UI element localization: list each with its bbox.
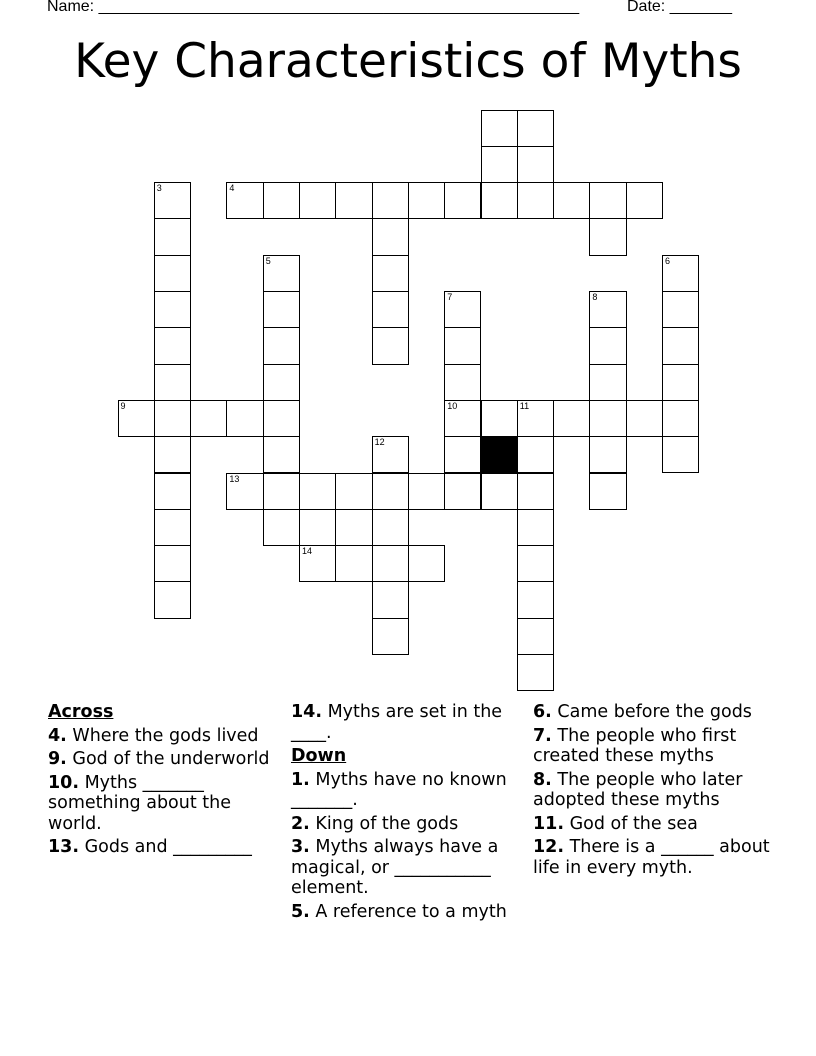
- crossword-cell[interactable]: [589, 473, 626, 510]
- crossword-cell[interactable]: [662, 255, 699, 292]
- crossword-cell[interactable]: [444, 473, 481, 510]
- crossword-cell[interactable]: [154, 545, 191, 582]
- crossword-cell[interactable]: [589, 182, 626, 219]
- crossword-cell[interactable]: [118, 400, 155, 437]
- crossword-cell[interactable]: [226, 473, 263, 510]
- crossword-cell[interactable]: [662, 400, 699, 437]
- crossword-cell[interactable]: [517, 581, 554, 618]
- crossword-cell[interactable]: [154, 218, 191, 255]
- crossword-cell[interactable]: [481, 110, 518, 147]
- down-clue-11: 11. God of the sea: [533, 813, 698, 834]
- crossword-cell[interactable]: [444, 327, 481, 364]
- crossword-cell[interactable]: [626, 400, 663, 437]
- crossword-cell[interactable]: [408, 473, 445, 510]
- crossword-cell[interactable]: [372, 473, 409, 510]
- crossword-cell[interactable]: [481, 182, 518, 219]
- down-clue-7: 7. The people who first created these myths: [533, 725, 737, 766]
- page-title: Key Characteristics of Myths: [74, 34, 742, 89]
- date-field-line[interactable]: Date: _______: [627, 0, 732, 15]
- crossword-cell[interactable]: [553, 182, 590, 219]
- clue-number-label: 5: [265, 255, 271, 266]
- crossword-cell[interactable]: [444, 364, 481, 401]
- crossword-cell[interactable]: [372, 291, 409, 328]
- crossword-cell[interactable]: [444, 291, 481, 328]
- clue-number-label: 4: [229, 183, 235, 194]
- clue-number-label: 9: [120, 400, 126, 411]
- crossword-cell[interactable]: [517, 400, 554, 437]
- crossword-cell[interactable]: [662, 364, 699, 401]
- crossword-cell[interactable]: [299, 182, 336, 219]
- crossword-cell[interactable]: [481, 473, 518, 510]
- crossword-cell[interactable]: [517, 545, 554, 582]
- clue-number-label: 7: [447, 292, 453, 302]
- crossword-cell[interactable]: [263, 327, 300, 364]
- clue-number-label: 6: [665, 255, 671, 266]
- clue-number-label: 11: [519, 400, 530, 411]
- crossword-cell[interactable]: [263, 400, 300, 437]
- clues-column-1: [48, 702, 283, 861]
- crossword-cell[interactable]: [263, 364, 300, 401]
- down-clue-1: 1. Myths have no known _______.: [291, 769, 507, 810]
- clue-number-label: 10: [447, 400, 458, 411]
- crossword-cell[interactable]: [335, 473, 372, 510]
- crossword-cell[interactable]: [372, 255, 409, 292]
- crossword-cell[interactable]: [589, 291, 626, 328]
- crossword-block-cell: [481, 436, 518, 473]
- down-clue-2: 2. King of the gods: [291, 813, 459, 834]
- crossword-cell[interactable]: [444, 400, 481, 437]
- crossword-cell[interactable]: [263, 182, 300, 219]
- crossword-cell[interactable]: [299, 473, 336, 510]
- crossword-cell[interactable]: [263, 473, 300, 510]
- crossword-cell[interactable]: [263, 255, 300, 292]
- name-field-line[interactable]: Name: ______________________________________________________: [47, 0, 580, 15]
- crossword-cell[interactable]: [154, 473, 191, 510]
- crossword-cell[interactable]: [372, 545, 409, 582]
- down-clue-3: 3. Myths always have a magical, or ___________ element.: [291, 837, 499, 898]
- crossword-cell[interactable]: [553, 400, 590, 437]
- crossword-cell[interactable]: [154, 182, 191, 219]
- clue-number-label: 3: [156, 183, 162, 194]
- crossword-cell[interactable]: [372, 618, 409, 655]
- crossword-cell[interactable]: [335, 545, 372, 582]
- crossword-cell[interactable]: [517, 618, 554, 655]
- crossword-cell[interactable]: [299, 509, 336, 546]
- crossword-cell[interactable]: [154, 509, 191, 546]
- crossword-cell[interactable]: [154, 327, 191, 364]
- crossword-cell[interactable]: [408, 182, 445, 219]
- down-clue-6: 6. Came before the gods: [533, 702, 752, 722]
- crossword-cell[interactable]: [299, 545, 336, 582]
- crossword-cell[interactable]: [372, 182, 409, 219]
- crossword-cell[interactable]: [154, 255, 191, 292]
- crossword-cell[interactable]: [517, 110, 554, 147]
- crossword-cell[interactable]: [589, 400, 626, 437]
- across-clue-4: 4. Where the gods lived: [48, 725, 259, 746]
- crossword-cell[interactable]: [226, 182, 263, 219]
- down-clue-12: 12. There is a ______ about life in every myth.: [533, 837, 770, 878]
- crossword-cell[interactable]: [154, 581, 191, 618]
- crossword-cell[interactable]: [263, 509, 300, 546]
- crossword-cell[interactable]: [444, 182, 481, 219]
- clue-number-label: 12: [374, 437, 385, 448]
- crossword-cell[interactable]: [372, 509, 409, 546]
- crossword-cell[interactable]: [589, 218, 626, 255]
- crossword-cell[interactable]: [154, 400, 191, 437]
- across-clue-9: 9. God of the underworld: [48, 749, 270, 769]
- crossword-cell[interactable]: [372, 581, 409, 618]
- crossword-cell[interactable]: [263, 291, 300, 328]
- crossword-cell[interactable]: [517, 436, 554, 473]
- crossword-cell[interactable]: [589, 327, 626, 364]
- crossword-cell[interactable]: [517, 146, 554, 183]
- crossword-cell[interactable]: [589, 364, 626, 401]
- across-clue-13: 13. Gods and _________: [48, 837, 252, 857]
- crossword-cell[interactable]: [190, 400, 227, 437]
- across-heading: Across: [48, 702, 114, 722]
- crossword-cell[interactable]: [444, 436, 481, 473]
- crossword-cell[interactable]: [372, 327, 409, 364]
- clue-number-label: 14: [302, 546, 313, 557]
- crossword-cell[interactable]: [626, 182, 663, 219]
- crossword-cell[interactable]: [481, 146, 518, 183]
- crossword-cell[interactable]: [517, 509, 554, 546]
- crossword-cell[interactable]: [263, 436, 300, 473]
- clue-number-label: 8: [592, 292, 598, 302]
- crossword-cell[interactable]: [372, 218, 409, 255]
- across-clue-14: 14. Myths are set in the ____.: [291, 702, 503, 743]
- crossword-cell[interactable]: [517, 473, 554, 510]
- crossword-cell[interactable]: [154, 291, 191, 328]
- crossword-cell[interactable]: [335, 182, 372, 219]
- crossword-cell[interactable]: [517, 654, 554, 691]
- clue-number-label: 13: [229, 473, 240, 484]
- crossword-cell[interactable]: [408, 545, 445, 582]
- crossword-cell[interactable]: [662, 327, 699, 364]
- across-clue-10: 10. Myths _______ something about the world.: [48, 772, 231, 834]
- crossword-cell[interactable]: [589, 436, 626, 473]
- down-clue-8: 8. The people who later adopted these myths: [533, 769, 743, 810]
- crossword-cell[interactable]: [662, 291, 699, 328]
- down-clue-5: 5. A reference to a myth: [291, 901, 507, 922]
- crossword-cell[interactable]: [662, 436, 699, 473]
- clues-column-3: [533, 702, 773, 881]
- crossword-cell[interactable]: [226, 400, 263, 437]
- crossword-cell[interactable]: [154, 364, 191, 401]
- down-heading: Down: [291, 746, 347, 766]
- clues-column-2: [291, 702, 521, 925]
- crossword-cell[interactable]: [481, 400, 518, 437]
- crossword-cell[interactable]: [517, 182, 554, 219]
- crossword-cell[interactable]: [372, 436, 409, 473]
- crossword-cell[interactable]: [154, 436, 191, 473]
